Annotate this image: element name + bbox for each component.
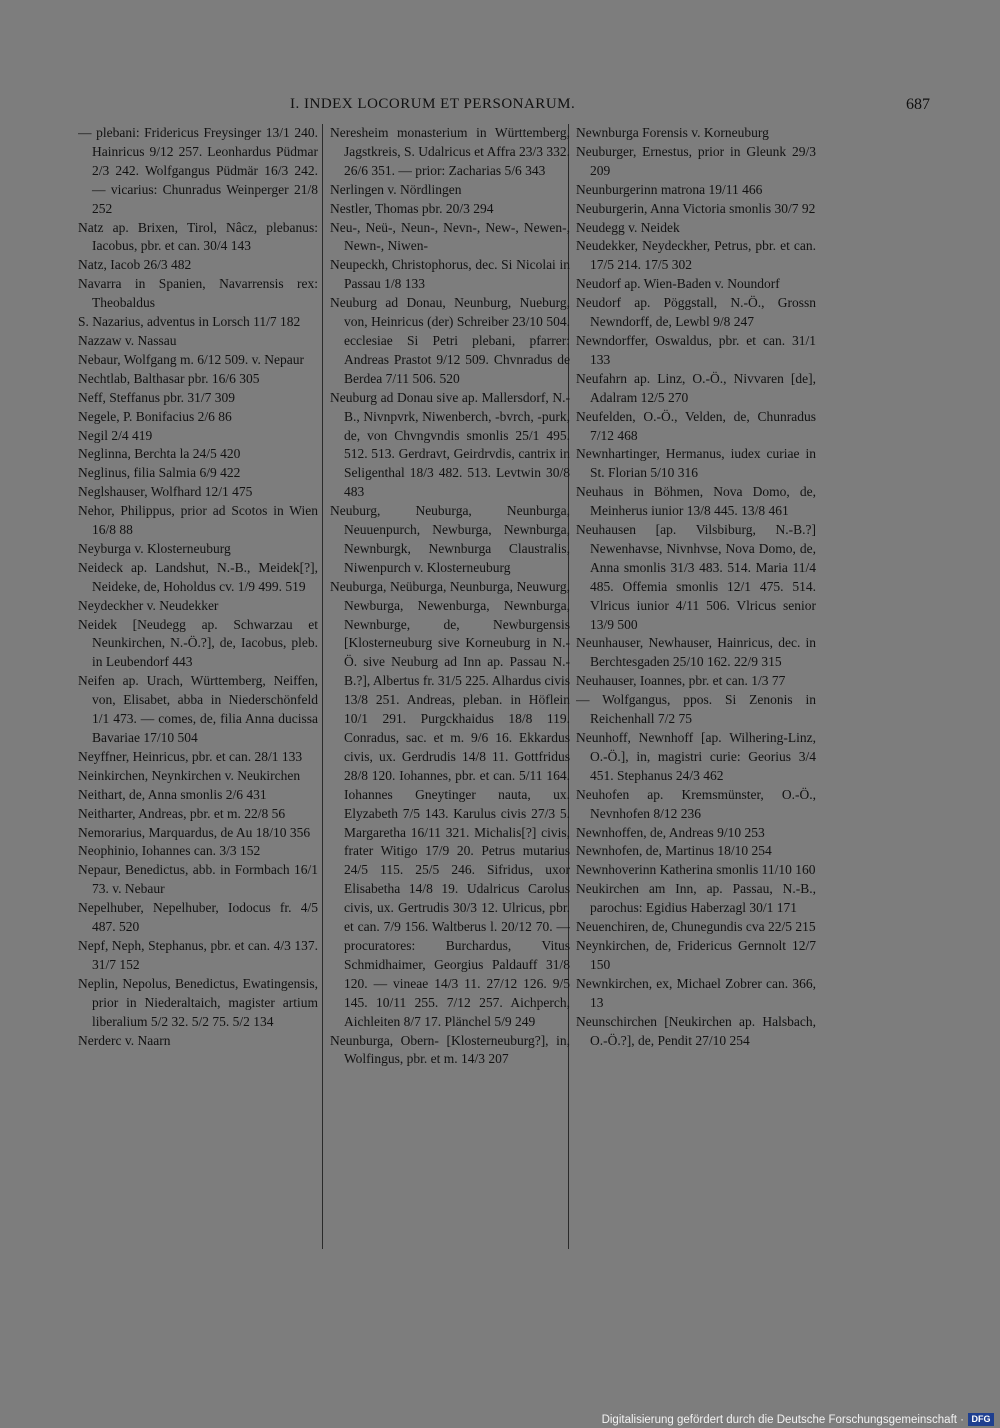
index-column-1: [78, 124, 318, 1254]
index-column-3: [576, 124, 816, 1254]
index-entry: Neudorf ap. Pöggstall, N.-Ö., Grossn Newndorff, de, Lewbl 9/8 247: [576, 295, 816, 330]
page-header: [70, 96, 930, 120]
index-entry: Neufahrn ap. Linz, O.-Ö., Nivvaren [de], Adalram 12/5 270: [576, 370, 816, 405]
index-entry: Neideck ap. Landshut, N.-B., Meidek[?], Neideke, de, Hoholdus cv. 1/9 499. 519: [78, 559, 318, 594]
funding-credit: Digitalisierung gefördert durch die Deutsche Forschungsgemeinschaft ·: [601, 1414, 964, 1426]
index-entry: Nepelhuber, Nepelhuber, Iodocus fr. 4/5 487. 520: [78, 900, 318, 935]
index-entry: Neidek [Neudegg ap. Schwarzau et Neunkirchen, N.-Ö.?], de, Iacobus, pleb. in Leubendorf 443: [78, 616, 318, 670]
index-entry: Neudorf ap. Wien-Baden v. Noundorf: [576, 276, 780, 292]
index-entry: Neuburgerin, Anna Victoria smonlis 30/7 92: [576, 200, 816, 216]
index-entry: Neydeckher v. Neudekker: [78, 597, 219, 613]
index-entry: Neudegg v. Neidek: [576, 219, 680, 235]
index-entry: Natz ap. Brixen, Tirol, Nâcz, plebanus: Iacobus, pbr. et can. 30/4 143: [78, 219, 318, 254]
index-entry: Neuburger, Ernestus, prior in Gleunk 29/3 209: [576, 143, 816, 178]
index-entry: Neuburga, Neüburga, Neunburga, Neuwurg, Newburga, Newenburga, Newnburga, Newnburge, de, Newburgensis [Klosterneuburg sive Korneuburg in N.-Ö. sive Neuburg ad Inn ap. Passau N.-B.?], Albertus fr. 31/5 225. Alhardus civis 13/8 251. Andreas, pleban. in Höflein 10/1 291. Purgckhaidus 18/8 119. Conradus, sac. et m. 9/6 16. Ekkardus civis, ux. Gerdrudis 14/8 11. Gottfridus 28/8 120. Iohannes, pbr. et can. 5/11 164. Iohannes Gneytinger nauta, ux. Elyzabeth 7/5 143. Karulus civis 27/3 5. Margaretha 16/11 321. Michalis[?] civis, frater Witigo 17/9 20. Petrus mutarius 24/5 115. 25/5 246. Sifridus, uxor Elisabetha 14/8 19. Udalricus Carolus civis, ux. Gertrudis 30/3 12. Ulricus, pbr. et can. 7/9 156. Waltberus l. 20/12 70. — procuratores: Burchardus, Vitus Schmidhaimer, Georgius Paldauff 31/8 120. — vineae 14/3 11. 27/12 126. 9/5 145. 10/11 255. 7/12 257. Aichperch, Aichleiten 8/7 17. Plänchel 5/9 249: [330, 578, 570, 1029]
index-entry: Newnburga Forensis v. Korneuburg: [576, 125, 769, 140]
index-entry: Neuhofen ap. Kremsmünster, O.-Ö., Nevnhofen 8/12 236: [576, 786, 816, 821]
index-entry: Nerderc v. Naarn: [78, 1032, 171, 1048]
index-entry: Newnhoffen, de, Andreas 9/10 253: [576, 824, 765, 840]
index-entry: Newndorffer, Oswaldus, pbr. et can. 31/1 133: [576, 332, 816, 367]
page-title: I. INDEX LOCORUM ET PERSONARUM.: [290, 96, 576, 112]
index-entry: Neufelden, O.-Ö., Velden, de, Chunradus 7/12 468: [576, 408, 816, 443]
index-entry: Neuhausen [ap. Vilsbiburg, N.-B.?] Newenhavse, Nivnhvse, Nova Domo, de, Anna smonlis 31/3 483. 514. Maria 11/4 485. Offemia smonlis 12/1 475. 514. Vlricus iunior 4/11 506. Vlricus senior 13/9 500: [576, 522, 816, 632]
index-entry: Nepaur, Benedictus, abb. in Formbach 16/1 73. v. Nebaur: [78, 862, 318, 897]
index-entry: Neuhaus in Böhmen, Nova Domo, de, Meinherus iunior 13/8 445. 13/8 461: [576, 484, 816, 519]
index-entry: Neglinna, Berchta la 24/5 420: [78, 446, 241, 462]
index-entry: Nehor, Philippus, prior ad Scotos in Wien 16/8 88: [78, 503, 318, 538]
index-entry: Neunburga, Obern- [Klosterneuburg?], in, Wolfingus, pbr. et m. 14/3 207: [330, 1032, 570, 1067]
index-entry: Neyburga v. Klosterneuburg: [78, 540, 231, 556]
index-entry: Neresheim monasterium in Württemberg, Jagstkreis, S. Udalricus et Affra 23/3 332. 26/6 351. — prior: Zacharias 5/6 343: [330, 125, 570, 178]
index-entry: Neuburg ad Donau, Neunburg, Nueburg, von, Heinricus (der) Schreiber 23/10 504. ecclesiae Si Petri plebani, pfarrer: Andreas Prastot 9/12 509. Chvnradus de Berdea 7/11 506. 520: [330, 295, 570, 386]
index-entry: Nepf, Neph, Stephanus, pbr. et can. 4/3 137. 31/7 152: [78, 937, 318, 972]
index-entry: Navarra in Spanien, Navarrensis rex: Theobaldus: [78, 276, 318, 311]
index-entry: Newnkirchen, ex, Michael Zobrer can. 366, 13: [576, 975, 816, 1010]
index-entry: Nazzaw v. Nassau: [78, 332, 177, 348]
index-entry: — plebani: Fridericus Freysinger 13/1 240. Hainricus 9/12 257. Leonhardus Püdmar 2/3 242. Wolfgangus Püdmär 16/3 242. — vicarius: Chunradus Weinperger 21/8 252: [78, 125, 318, 216]
index-entry: Neu-, Neü-, Neun-, Nevn-, New-, Newen-, Newn-, Niwen-: [330, 219, 570, 254]
index-entry: Nechtlab, Balthasar pbr. 16/6 305: [78, 370, 260, 386]
index-entry: Neglinus, filia Salmia 6/9 422: [78, 465, 241, 481]
dfg-logo-icon: DFG: [968, 1413, 994, 1426]
index-entry: Neynkirchen, de, Fridericus Gernnolt 12/7 150: [576, 937, 816, 972]
index-entry: Nerlingen v. Nördlingen: [330, 181, 462, 197]
index-entry: Neuenchiren, de, Chunegundis cva 22/5 215: [576, 919, 816, 935]
index-entry: Neithart, de, Anna smonlis 2/6 431: [78, 786, 267, 802]
index-entry: Neophinio, Iohannes can. 3/3 152: [78, 843, 261, 859]
index-entry: Neukirchen am Inn, ap. Passau, N.-B., parochus: Egidius Haberzagl 30/1 171: [576, 881, 816, 916]
index-entry: Newnhofen, de, Martinus 18/10 254: [576, 843, 772, 859]
index-entry: Neunhoff, Newnhoff [ap. Wilhering-Linz, O.-Ö.], in, magistri curie: Georius 3/4 451. Stephanus 24/3 462: [576, 730, 816, 783]
index-entry: — Wolfgangus, ppos. Si Zenonis in Reichenhall 7/2 75: [576, 692, 816, 727]
footer: [0, 1410, 1000, 1428]
index-entry: Negele, P. Bonifacius 2/6 86: [78, 408, 232, 424]
index-entry: Natz, Iacob 26/3 482: [78, 257, 192, 273]
index-entry: Neuburg ad Donau sive ap. Mallersdorf, N.-B., Nivnpvrk, Niwenberch, -bvrch, -purk, de, von Chvngvndis smonlis 25/1 495. 512. 513. Gerdravt, Geirdrvdis, cantrix in Seligenthal 18/3 482. 513. Levtwin 30/8 483: [330, 389, 570, 500]
page-number: 687: [906, 96, 930, 113]
index-entry: Neifen ap. Urach, Württemberg, Neiffen, von, Elisabet, abba in Niederschönfeld 1/1 473. — comes, de, filia Anna ducissa Bavariae 17/10 504: [78, 673, 318, 745]
index-entry: Nemorarius, Marquardus, de Au 18/10 356: [78, 824, 311, 840]
index-entry: Neff, Steffanus pbr. 31/7 309: [78, 389, 235, 405]
index-entry: Neunschirchen [Neukirchen ap. Halsbach, O.-Ö.?], de, Pendit 27/10 254: [576, 1013, 816, 1048]
index-entry: Neplin, Nepolus, Benedictus, Ewatingensis, prior in Niederaltaich, magister artium liberalium 5/2 32. 5/2 75. 5/2 134: [78, 975, 318, 1029]
index-entry: Nebaur, Wolfgang m. 6/12 509. v. Nepaur: [78, 351, 304, 367]
index-entry: Neuburg, Neuburga, Neunburga, Neuuenpurch, Newburga, Newnburga, Newnburgk, Newnburga Claustralis, Niwenpurch v. Klosterneuburg: [330, 503, 570, 575]
index-entry: Newnhartinger, Hermanus, iudex curiae in St. Florian 5/10 316: [576, 446, 816, 481]
index-column-2: [330, 124, 570, 1254]
index-entry: Neyffner, Heinricus, pbr. et can. 28/1 133: [78, 748, 303, 764]
index-entry: Neunburgerinn matrona 19/11 466: [576, 181, 763, 197]
index-entry: Neglshauser, Wolfhard 12/1 475: [78, 484, 253, 500]
index-entry: Neudekker, Neydeckher, Petrus, pbr. et can. 17/5 214. 17/5 302: [576, 238, 816, 273]
index-entry: Negil 2/4 419: [78, 427, 153, 443]
index-entry: Neuhauser, Ioannes, pbr. et can. 1/3 77: [576, 673, 786, 689]
index-entry: Neupeckh, Christophorus, dec. Si Nicolai in Passau 1/8 133: [330, 257, 570, 292]
index-entry: Neitharter, Andreas, pbr. et m. 22/8 56: [78, 805, 286, 821]
index-entry: Neinkirchen, Neynkirchen v. Neukirchen: [78, 767, 301, 783]
index-entry: Newnhoverinn Katherina smonlis 11/10 160: [576, 862, 816, 878]
column-divider: [322, 124, 323, 1249]
index-entry: S. Nazarius, adventus in Lorsch 11/7 182: [78, 314, 301, 330]
index-entry: Neunhauser, Newhauser, Hainricus, dec. in Berchtesgaden 25/10 162. 22/9 315: [576, 635, 816, 670]
index-entry: Nestler, Thomas pbr. 20/3 294: [330, 200, 494, 216]
